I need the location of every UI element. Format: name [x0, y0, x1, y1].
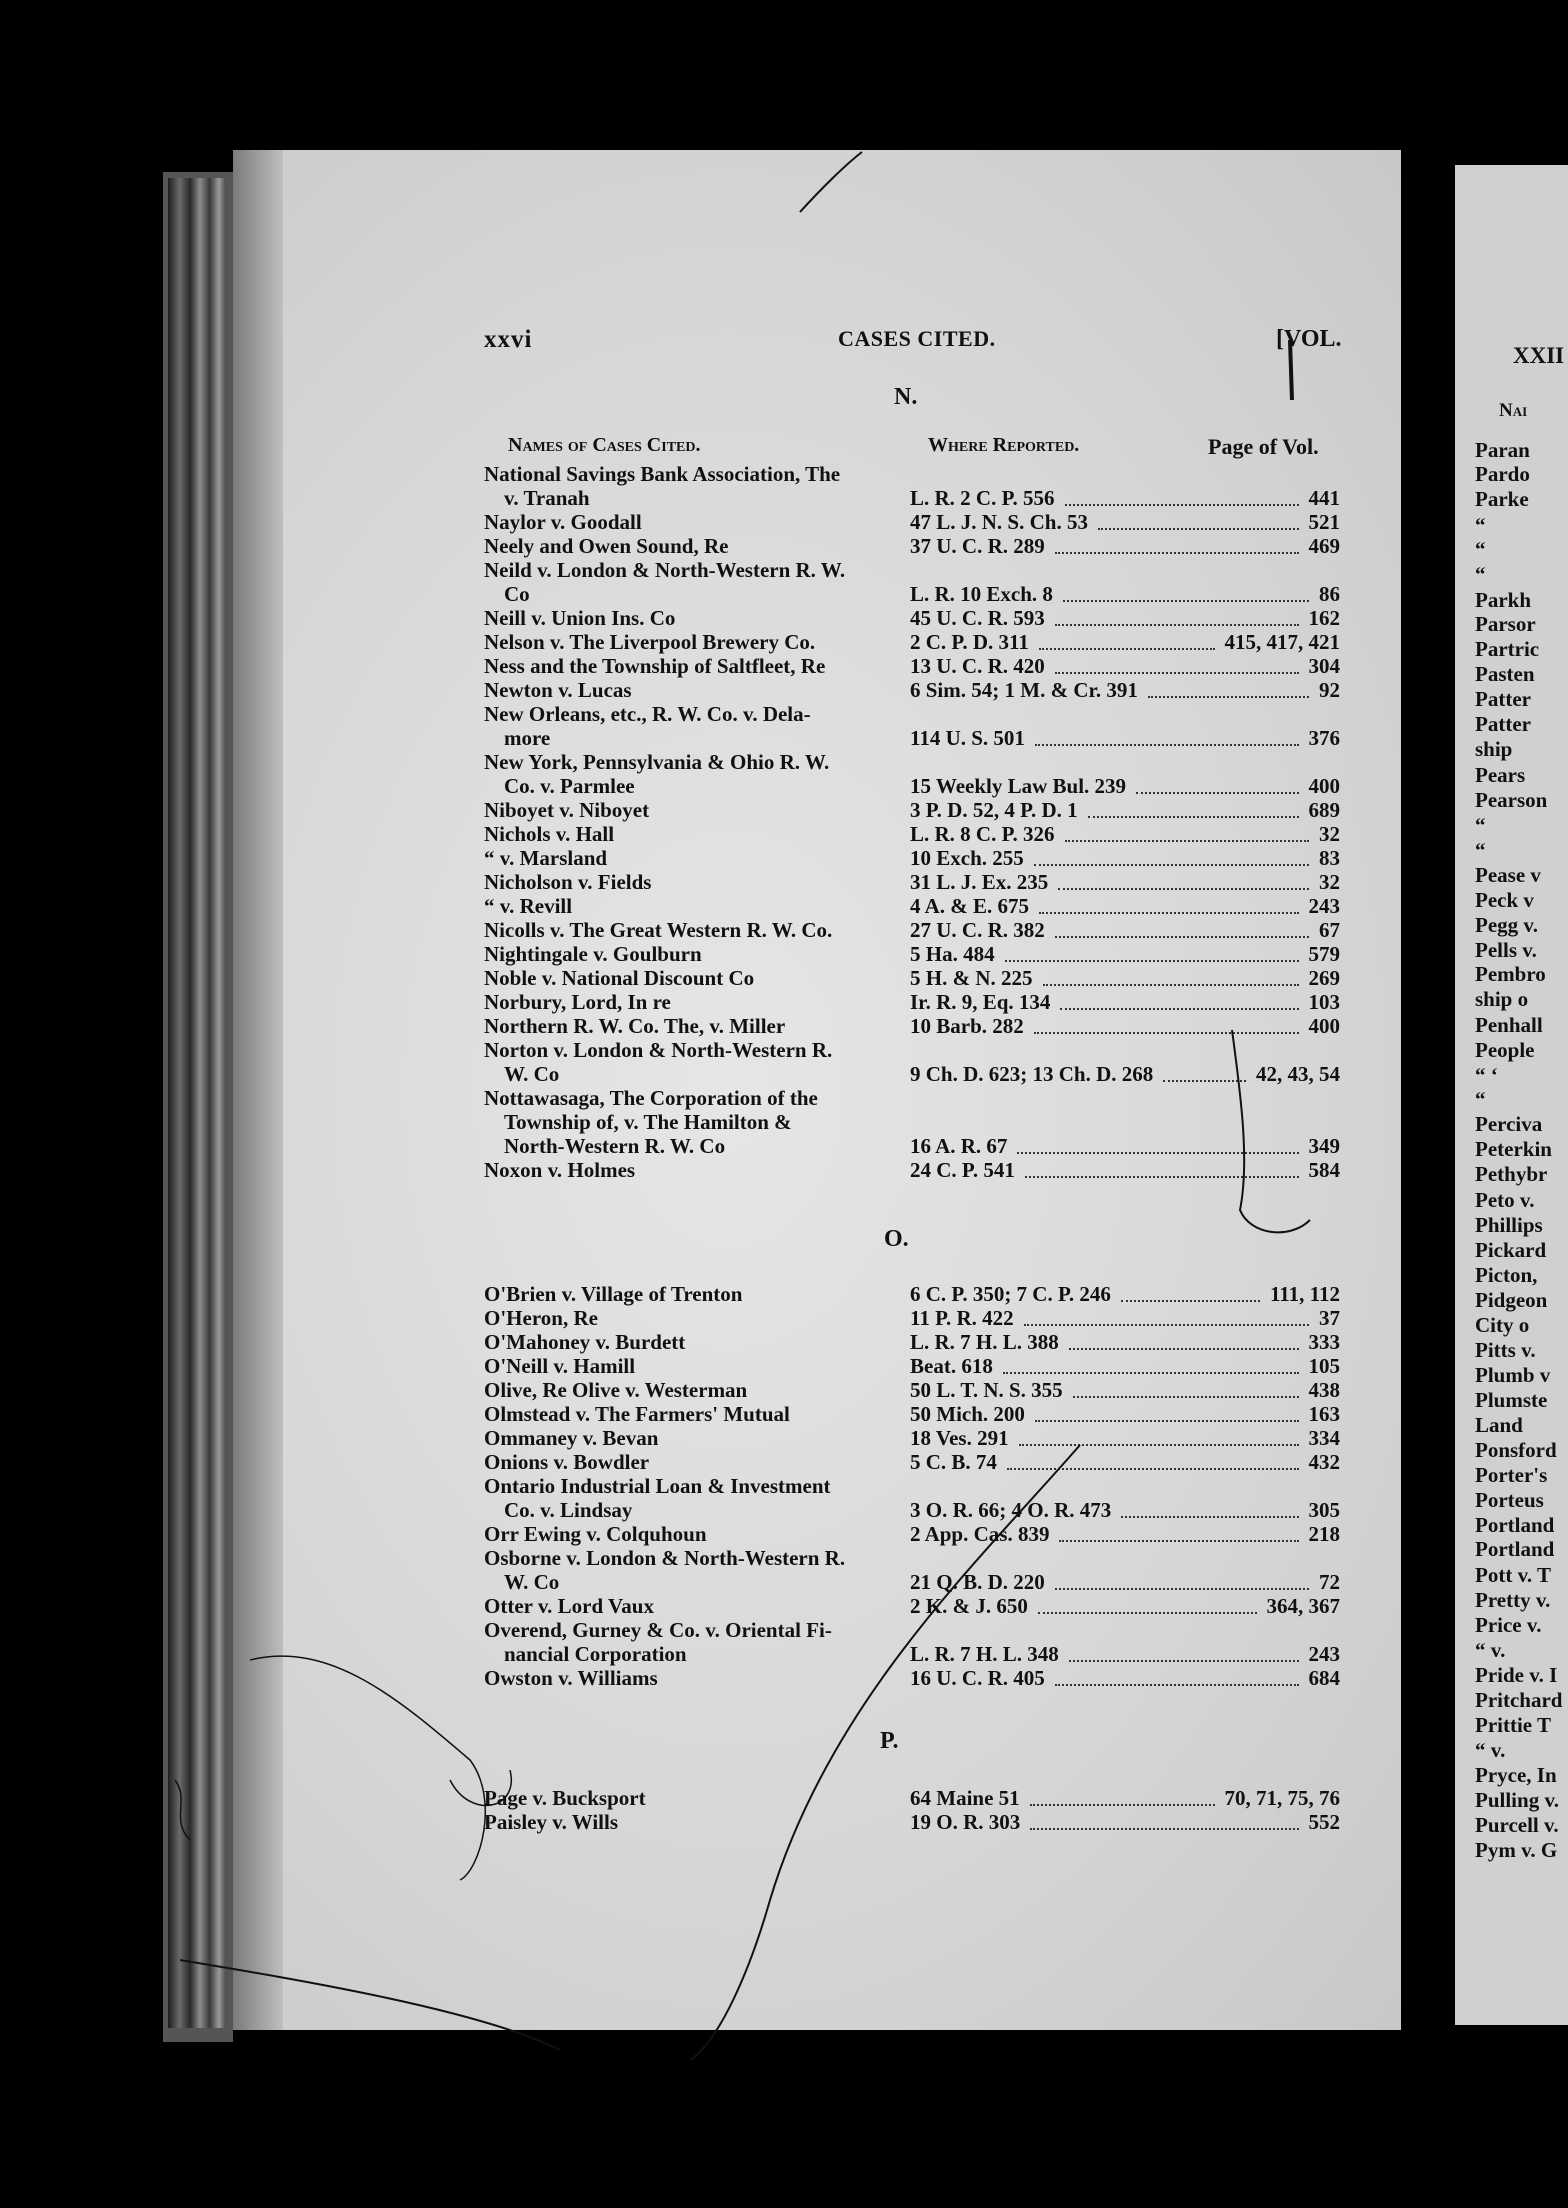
facing-page-line: Prittie T [1475, 1713, 1552, 1737]
case-name-line: W. Co [504, 1062, 560, 1086]
section-letter-n: N. [894, 384, 918, 410]
where-reported: 45 U. C. R. 593 [910, 606, 1045, 630]
case-name-line: O'Mahoney v. Burdett [484, 1330, 686, 1354]
case-name-line: Norbury, Lord, In re [484, 990, 671, 1014]
where-reported: 50 L. T. N. S. 355 [910, 1378, 1063, 1402]
case-name-line: Nicolls v. The Great Western R. W. Co. [484, 918, 833, 942]
where-reported: 2 App. Cas. 839 [910, 1522, 1050, 1546]
case-name-line: O'Brien v. Village of Trenton [484, 1282, 743, 1306]
case-name-line: Olmstead v. The Farmers' Mutual [484, 1402, 790, 1426]
facing-page-line: Picton, [1475, 1263, 1538, 1287]
facing-page-line: Pells v. [1475, 938, 1537, 962]
where-reported: L. R. 7 H. L. 348 [910, 1642, 1059, 1666]
page-of-volume: 243 [1308, 894, 1340, 918]
case-name-line: National Savings Bank Association, The [484, 462, 841, 486]
page-of-volume: 67 [1319, 918, 1340, 942]
facing-page-line: Peto v. [1475, 1188, 1535, 1212]
case-name-line: Newton v. Lucas [484, 678, 632, 702]
case-name-line: New York, Pennsylvania & Ohio R. W. [484, 750, 830, 774]
facing-page-line: “ [1475, 537, 1486, 561]
where-reported: L. R. 8 C. P. 326 [910, 822, 1055, 846]
where-reported: 3 P. D. 52, 4 P. D. 1 [910, 798, 1078, 822]
page-number: xxvi [484, 326, 533, 353]
where-reported: 114 U. S. 501 [910, 726, 1025, 750]
page-of-volume: 333 [1308, 1330, 1340, 1354]
case-name-line: Osborne v. London & North-Western R. [484, 1546, 846, 1570]
facing-page-line: Pickard [1475, 1238, 1547, 1262]
where-reported: 2 C. P. D. 311 [910, 630, 1029, 654]
where-reported: 24 C. P. 541 [910, 1158, 1015, 1182]
where-reported: 18 Ves. 291 [910, 1426, 1009, 1450]
where-reported: L. R. 2 C. P. 556 [910, 486, 1055, 510]
page-of-volume: 32 [1319, 822, 1340, 846]
page-of-volume: 105 [1308, 1354, 1340, 1378]
page-of-volume: 111, 112 [1269, 1282, 1340, 1306]
facing-page-line: Price v. [1475, 1613, 1542, 1637]
case-name-line: Nelson v. The Liverpool Brewery Co. [484, 630, 816, 654]
facing-page-line: Peck v [1475, 888, 1534, 912]
where-reported: 21 Q. B. D. 220 [910, 1570, 1045, 1594]
facing-page-line: “ ‘ [1475, 1063, 1498, 1087]
where-reported: 27 U. C. R. 382 [910, 918, 1045, 942]
where-reported: 5 H. & N. 225 [910, 966, 1033, 990]
case-name-line: Page v. Bucksport [484, 1786, 646, 1810]
page-of-volume: 37 [1319, 1306, 1340, 1330]
page-of-volume: 552 [1308, 1810, 1340, 1834]
page-of-volume: 163 [1308, 1402, 1340, 1426]
column-head-where: Where Reported. [928, 434, 1080, 456]
case-name-line: Nightingale v. Goulburn [484, 942, 702, 966]
where-reported: 5 C. B. 74 [910, 1450, 997, 1474]
where-reported: 47 L. J. N. S. Ch. 53 [910, 510, 1088, 534]
page-of-volume: 376 [1308, 726, 1340, 750]
where-reported: 6 Sim. 54; 1 M. & Cr. 391 [910, 678, 1138, 702]
facing-page-line: Partric [1475, 637, 1540, 661]
case-name-line: Noxon v. Holmes [484, 1158, 636, 1182]
facing-page-line: Land [1475, 1413, 1523, 1437]
facing-page-line: Pidgeon [1475, 1288, 1548, 1312]
facing-page-line: Ponsford [1475, 1438, 1557, 1462]
facing-page-line: Plumste [1475, 1388, 1548, 1412]
case-name-line: “ v. Revill [484, 894, 573, 918]
page-of-volume: 400 [1308, 774, 1340, 798]
page-of-volume: 584 [1308, 1158, 1340, 1182]
where-reported: 10 Exch. 255 [910, 846, 1024, 870]
page-of-volume: 243 [1308, 1642, 1340, 1666]
page-of-volume: 70, 71, 75, 76 [1224, 1786, 1340, 1810]
case-name-line: Nichols v. Hall [484, 822, 615, 846]
page-of-volume: 415, 417, 421 [1224, 630, 1340, 654]
facing-page-line: Pitts v. [1475, 1338, 1536, 1362]
page-of-volume: 42, 43, 54 [1256, 1062, 1340, 1086]
case-name-line: North-Western R. W. Co [504, 1134, 726, 1158]
facing-page-line: Phillips [1475, 1213, 1543, 1237]
page-of-volume: 400 [1308, 1014, 1340, 1038]
case-name-line: nancial Corporation [504, 1642, 687, 1666]
facing-page-header: XXII [1513, 343, 1565, 368]
page-of-volume: 92 [1319, 678, 1340, 702]
case-name-line: Naylor v. Goodall [484, 510, 642, 534]
facing-page-line: People [1475, 1038, 1535, 1062]
case-name-line: Niboyet v. Niboyet [484, 798, 650, 822]
page-of-volume: 334 [1308, 1426, 1340, 1450]
facing-page-line: “ [1475, 513, 1486, 537]
facing-page-line: Pott v. T [1475, 1563, 1552, 1587]
facing-page-line: “ [1475, 838, 1486, 862]
facing-page-line: Pretty v. [1475, 1588, 1551, 1612]
where-reported: 16 A. R. 67 [910, 1134, 1008, 1158]
facing-page-line: Porter's [1475, 1463, 1548, 1487]
where-reported: 4 A. & E. 675 [910, 894, 1030, 918]
facing-page-line: Pritchard [1475, 1688, 1563, 1712]
page-of-volume: 162 [1308, 606, 1340, 630]
facing-page-line: Perciva [1475, 1112, 1543, 1136]
case-name-line: Co. v. Parmlee [504, 774, 635, 798]
where-reported: 50 Mich. 200 [910, 1402, 1025, 1426]
facing-page-line: Purcell v. [1475, 1813, 1559, 1837]
facing-page-line: Portland [1475, 1537, 1555, 1561]
where-reported: L. R. 7 H. L. 388 [910, 1330, 1059, 1354]
where-reported: 19 O. R. 303 [910, 1810, 1021, 1834]
where-reported: 6 C. P. 350; 7 C. P. 246 [910, 1282, 1111, 1306]
facing-page-line: Pembro [1475, 962, 1546, 986]
facing-page-line: Pryce, In [1475, 1763, 1557, 1787]
case-name-line: Overend, Gurney & Co. v. Oriental Fi- [484, 1618, 832, 1642]
facing-page-line: Pethybr [1475, 1162, 1548, 1186]
page-of-volume: 364, 367 [1266, 1594, 1340, 1618]
facing-page-line: Patter [1475, 712, 1531, 736]
page-of-volume: 218 [1308, 1522, 1340, 1546]
case-name-line: Onions v. Bowdler [484, 1450, 650, 1474]
facing-page-line: Pasten [1475, 662, 1535, 686]
facing-page-line: “ [1475, 1087, 1486, 1111]
case-name-line: Township of, v. The Hamilton & [504, 1110, 792, 1134]
case-name-line: “ v. Marsland [484, 846, 608, 870]
facing-page-line: Pym v. G [1475, 1838, 1558, 1862]
case-name-line: Orr Ewing v. Colquhoun [484, 1522, 707, 1546]
case-name-line: more [504, 726, 551, 750]
page-of-volume: 86 [1319, 582, 1340, 606]
case-name-line: Paisley v. Wills [484, 1810, 618, 1834]
case-name-line: W. Co [504, 1570, 560, 1594]
where-reported: 3 O. R. 66; 4 O. R. 473 [910, 1498, 1112, 1522]
column-head-page: Page of Vol. [1208, 434, 1319, 459]
facing-page-line: Parke [1475, 487, 1529, 511]
column-head-names: Names of Cases Cited. [508, 434, 701, 456]
facing-page-line: Paran [1475, 438, 1530, 462]
case-name-line: Owston v. Williams [484, 1666, 658, 1690]
case-name-line: Norton v. London & North-Western R. [484, 1038, 833, 1062]
facing-page-line: Peterkin [1475, 1137, 1552, 1161]
case-name-line: Otter v. Lord Vaux [484, 1594, 654, 1618]
where-reported: L. R. 10 Exch. 8 [910, 582, 1053, 606]
page-of-volume: 469 [1308, 534, 1340, 558]
page-of-volume: 32 [1319, 870, 1340, 894]
page-of-volume: 441 [1308, 486, 1340, 510]
facing-page-line: Pardo [1475, 462, 1530, 486]
facing-page-line: Portland [1475, 1513, 1555, 1537]
case-name-line: Nottawasaga, The Corporation of the [484, 1086, 818, 1110]
facing-page-line: Plumb v [1475, 1363, 1551, 1387]
case-name-line: Olive, Re Olive v. Westerman [484, 1378, 748, 1402]
section-letter-p: P. [880, 1728, 899, 1754]
case-name-line: Noble v. National Discount Co [484, 966, 755, 990]
page-of-volume: 72 [1319, 1570, 1340, 1594]
page-of-volume: 432 [1308, 1450, 1340, 1474]
where-reported: 64 Maine 51 [910, 1786, 1020, 1810]
case-name-line: Neely and Owen Sound, Re [484, 534, 729, 558]
facing-page-line: Pulling v. [1475, 1788, 1560, 1812]
page-of-volume: 438 [1308, 1378, 1340, 1402]
facing-page-line: City o [1475, 1313, 1530, 1337]
case-name-line: Ommaney v. Bevan [484, 1426, 659, 1450]
page-of-volume: 103 [1308, 990, 1340, 1014]
where-reported: 15 Weekly Law Bul. 239 [910, 774, 1127, 798]
where-reported: Ir. R. 9, Eq. 134 [910, 990, 1051, 1014]
case-name-line: Co. v. Lindsay [504, 1498, 633, 1522]
where-reported: 2 K. & J. 650 [910, 1594, 1028, 1618]
facing-page-line: ship o [1475, 987, 1529, 1011]
facing-page-line: Parkh [1475, 588, 1532, 612]
facing-page-line: “ [1475, 813, 1486, 837]
page-of-volume: 304 [1308, 654, 1340, 678]
page-title: CASES CITED. [838, 326, 996, 351]
where-reported: 13 U. C. R. 420 [910, 654, 1045, 678]
case-name-line: Neild v. London & North-Western R. W. [484, 558, 846, 582]
case-name-line: O'Heron, Re [484, 1306, 598, 1330]
volume-label: [VOL. [1276, 326, 1342, 352]
case-name-line: Ness and the Township of Saltfleet, Re [484, 654, 826, 678]
facing-page-line: Parsor [1475, 612, 1536, 636]
page-of-volume: 269 [1308, 966, 1340, 990]
page-of-volume: 689 [1308, 798, 1340, 822]
case-name-line: Nicholson v. Fields [484, 870, 652, 894]
page-of-volume: 684 [1308, 1666, 1340, 1690]
facing-page-line: “ v. [1475, 1638, 1506, 1662]
case-name-line: Ontario Industrial Loan & Investment [484, 1474, 831, 1498]
where-reported: 5 Ha. 484 [910, 942, 995, 966]
facing-page-line: Pease v [1475, 863, 1541, 887]
case-name-line: v. Tranah [504, 486, 590, 510]
case-name-line: Co [504, 582, 530, 606]
facing-page-line: Patter [1475, 687, 1531, 711]
facing-page-line: Penhall [1475, 1013, 1543, 1037]
facing-page-line: Porteus [1475, 1488, 1544, 1512]
case-name-line: Neill v. Union Ins. Co [484, 606, 676, 630]
section-letter-o: O. [884, 1226, 909, 1252]
facing-page-line: ship [1475, 737, 1513, 761]
where-reported: 11 P. R. 422 [910, 1306, 1014, 1330]
where-reported: 37 U. C. R. 289 [910, 534, 1045, 558]
facing-page-line: Pearson [1475, 788, 1548, 812]
where-reported: 10 Barb. 282 [910, 1014, 1024, 1038]
page-of-volume: 305 [1308, 1498, 1340, 1522]
facing-page-line: Pride v. I [1475, 1663, 1558, 1687]
facing-page-line: Pears [1475, 763, 1526, 787]
page-of-volume: 83 [1319, 846, 1340, 870]
where-reported: 31 L. J. Ex. 235 [910, 870, 1049, 894]
facing-page-line: “ [1475, 562, 1486, 586]
where-reported: 16 U. C. R. 405 [910, 1666, 1045, 1690]
page-of-volume: 579 [1308, 942, 1340, 966]
case-name-line: New Orleans, etc., R. W. Co. v. Dela- [484, 702, 811, 726]
case-name-line: Northern R. W. Co. The, v. Miller [484, 1014, 786, 1038]
where-reported: Beat. 618 [910, 1354, 993, 1378]
page-of-volume: 349 [1308, 1134, 1340, 1158]
page-of-volume: 521 [1308, 510, 1340, 534]
facing-column-head: Nai [1499, 400, 1528, 421]
facing-page-line: “ v. [1475, 1738, 1506, 1762]
case-name-line: O'Neill v. Hamill [484, 1354, 636, 1378]
where-reported: 9 Ch. D. 623; 13 Ch. D. 268 [910, 1062, 1154, 1086]
facing-page-line: Pegg v. [1475, 913, 1538, 937]
